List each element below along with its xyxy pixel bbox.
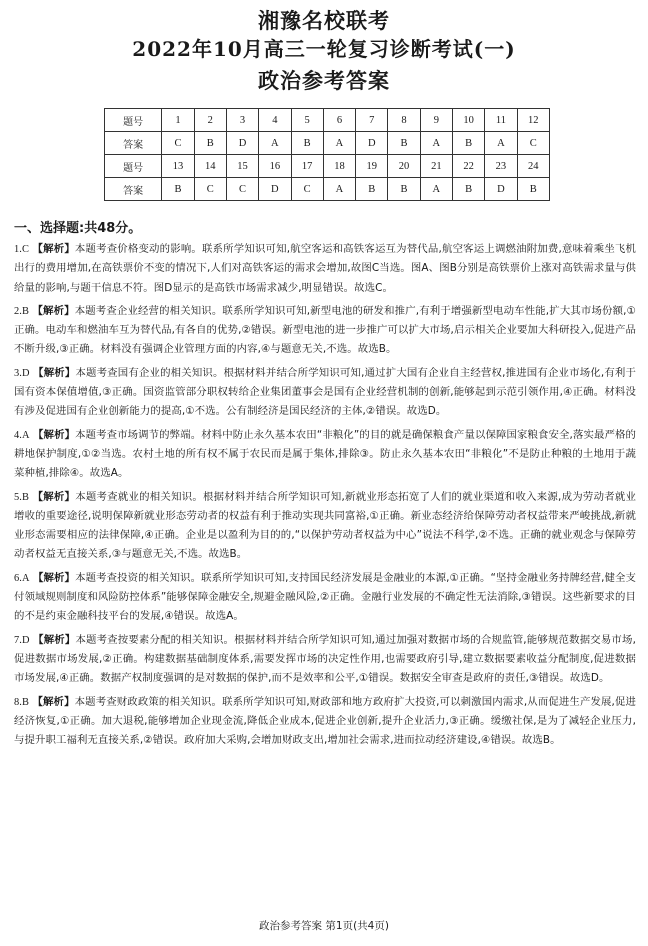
explanation-text: 本题考查投资的相关知识。联系所学知识可知,支持国民经济发展是金融业的本源,①正确。“坚持金融业务持牌经营,健全支付领域规则制度和风险防控体系”能够保障金融安全,规避金融风险,②正确。金融行业发展的不确定性无法消除,③错误。这些新要求的目的不是约束金融科技平台的发展,④错误。故选A。: [14, 571, 637, 623]
explanation-text: 本题考查财政政策的相关知识。联系所学知识可知,财政部和地方政府扩大投资,可以刺激国内需求,从而促进生产发展,促进经济恢复,①正确。加大退税,能够增加企业现金流,降低企业成本,促进企业创新,提升企业活力,③正确。缓缴社保,是为了减轻企业压力,与提升职工福利无直接关系,②错误。政府加大采购,会增加财政支出,增加社会需求,进而拉动经济建设,④错误。故选B。: [14, 695, 637, 747]
answer-cell: B: [388, 132, 420, 155]
analysis-tag: 【解析】: [32, 243, 75, 255]
question-answer: 2.B: [14, 305, 30, 317]
explanation-text: 本题考查企业经营的相关知识。联系所学知识可知,新型电池的研发和推广,有利于增强新型电动车性能,扩大其市场份额,①正确。电动车和燃油车互为替代品,有各自的优势,②错误。新型电池的进一步推广可以扩大市场,启示相关企业要加大科研投入,促进产品不断升级,③正确。材料没有强调企业管理方面的内容,④与题意无关,不选。故选B。: [14, 304, 636, 356]
answer-cell: A: [259, 132, 291, 155]
question-number: 1: [162, 109, 194, 132]
question-explanation: [14, 426, 636, 484]
question-number: 16: [259, 155, 291, 178]
explanation-text: 本题考查按要素分配的相关知识。根据材料并结合所学知识可知,通过加强对数据市场的合规监管,能够规范数据交易市场,促进数据市场发展,②正确。构建数据基础制度体系,需要发挥市场的决定性作用,也需要政府引导,建立数据要素收益分配制度,促进数据市场发展,④正确。数据产权制度强调的是对数据的保护,而不是效率和公平,①错误。数据安全审查是政府的责任,③错误。故选D。: [14, 633, 637, 685]
explanation-text: 本题考查就业的相关知识。根据材料并结合所学知识可知,新就业形态拓宽了人们的就业渠道和收入来源,成为劳动者就业增收的重要途径,说明保障新就业形态劳动者的权益有利于推动实现共同富裕,①正确。新业态经济给保障劳动者权益带来严峻挑战,新就业形态需要相应的法律保障,④正确。企业是以盈利为目的的,“以保护劳动者权益为中心”说法不科学,②不选。正确的就业观念与保障劳动者权益无直接关系,③与题意无关,不选。故选B。: [14, 490, 637, 561]
answer-cell: D: [485, 178, 517, 201]
question-explanation: [14, 631, 636, 689]
row-label: 题号: [105, 155, 162, 178]
question-explanation: [14, 302, 636, 360]
question-number: 22: [452, 155, 484, 178]
exam-union-title: 湘豫名校联考: [258, 8, 390, 33]
question-answer: 3.D: [14, 367, 30, 379]
answer-cell: C: [517, 132, 549, 155]
question-explanation: [14, 488, 636, 565]
analysis-tag: 【解析】: [32, 304, 75, 317]
answer-cell: B: [162, 178, 194, 201]
question-number: 15: [226, 155, 258, 178]
table-row-answers-2: [105, 178, 550, 201]
question-number: 21: [420, 155, 452, 178]
answer-cell: A: [485, 132, 517, 155]
analysis-tag: 【解析】: [33, 366, 76, 379]
explanation-text: 本题考查市场调节的弊端。材料中防止永久基本农田“非粮化”的目的就是确保粮食产量以保障国家粮食安全,落实最严格的耕地保护制度,①②当选。农村土地的所有权不属于农民而是属于集体,排除③。防止永久基本农田“非粮化”不是防止种粮的土地用于蔬菜种植,排除④。故选A。: [14, 428, 636, 480]
answer-cell: C: [194, 178, 226, 201]
question-number: 9: [420, 109, 452, 132]
question-explanation: [14, 693, 636, 751]
exam-title: 2022年10月高三一轮复习诊断考试(一): [132, 37, 516, 61]
answer-cell: D: [259, 178, 291, 201]
answer-cell: B: [388, 178, 420, 201]
question-answer: 6.A: [14, 572, 30, 584]
answer-cell: D: [226, 132, 258, 155]
question-number: 6: [323, 109, 355, 132]
analysis-tag: 【解析】: [32, 490, 76, 503]
question-number: 14: [194, 155, 226, 178]
answer-cell: A: [420, 132, 452, 155]
analysis-tag: 【解析】: [32, 695, 75, 708]
question-explanation: [14, 240, 636, 298]
answer-cell: C: [162, 132, 194, 155]
question-number: 12: [517, 109, 549, 132]
question-explanation: [14, 364, 636, 422]
question-answer: 8.B: [14, 696, 30, 708]
table-row-answers-1: [105, 132, 550, 155]
answer-cell: B: [194, 132, 226, 155]
question-number: 3: [226, 109, 258, 132]
answer-cell: C: [226, 178, 258, 201]
question-number: 5: [291, 109, 323, 132]
table-row-numbers-1: [105, 109, 550, 132]
answer-cell: A: [420, 178, 452, 201]
answer-cell: B: [291, 132, 323, 155]
row-label: 题号: [105, 109, 162, 132]
question-number: 18: [323, 155, 355, 178]
answer-cell: A: [323, 178, 355, 201]
question-number: 10: [452, 109, 484, 132]
explanation-text: 本题考查国有企业的相关知识。根据材料并结合所学知识可知,通过扩大国有企业自主经营权,推进国有企业市场化,有利于国有资本保值增值,③正确。国资监管部分职权转给企业集团董事会是国有企业经营机制的创新,能够起到示范引领作用,④正确。材料没有涉及促进国有企业创新能力的提高,①不选。公有制经济是国民经济的主体,②错误。故选D。: [14, 366, 637, 418]
analysis-tag: 【解析】: [33, 428, 76, 441]
answer-cell: D: [356, 132, 388, 155]
answer-cell: C: [291, 178, 323, 201]
question-explanation: [14, 569, 636, 627]
question-answer: 1.C: [14, 244, 30, 255]
answer-cell: B: [452, 132, 484, 155]
answer-table: [104, 108, 550, 201]
question-number: 7: [356, 109, 388, 132]
question-number: 19: [356, 155, 388, 178]
question-number: 17: [291, 155, 323, 178]
answer-cell: B: [452, 178, 484, 201]
question-answer: 5.B: [14, 491, 30, 503]
explanation-text: 本题考查价格变动的影响。联系所学知识可知,航空客运和高铁客运互为替代品,航空客运上调燃油附加费,意味着乘坐飞机出行的费用增加,在高铁票价不变的情况下,人们对高铁客运的需求会增加,故图C当选。图A、图B分别是高铁票价上涨对高铁需求量与供给量的影响,与题干信息不符。图D显示的是高铁市场需求减少,明显错误。故选C。: [14, 243, 637, 294]
answer-cell: B: [517, 178, 549, 201]
question-number: 13: [162, 155, 194, 178]
question-number: 20: [388, 155, 420, 178]
explanations: [14, 240, 636, 754]
question-number: 8: [388, 109, 420, 132]
question-number: 4: [259, 109, 291, 132]
section-title: 一、选择题:共48分。: [14, 221, 142, 236]
analysis-tag: 【解析】: [33, 571, 76, 584]
question-number: 24: [517, 155, 549, 178]
row-label: 答案: [105, 178, 162, 201]
question-answer: 4.A: [14, 429, 30, 441]
analysis-tag: 【解析】: [33, 633, 76, 646]
answer-cell: A: [323, 132, 355, 155]
row-label: 答案: [105, 132, 162, 155]
answer-cell: B: [356, 178, 388, 201]
question-number: 2: [194, 109, 226, 132]
table-row-numbers-2: [105, 155, 550, 178]
question-answer: 7.D: [14, 634, 30, 646]
question-number: 23: [485, 155, 517, 178]
answer-key-title: 政治参考答案: [258, 68, 390, 93]
question-number: 11: [485, 109, 517, 132]
page-footer: 政治参考答案 第1页(共4页): [259, 920, 389, 932]
